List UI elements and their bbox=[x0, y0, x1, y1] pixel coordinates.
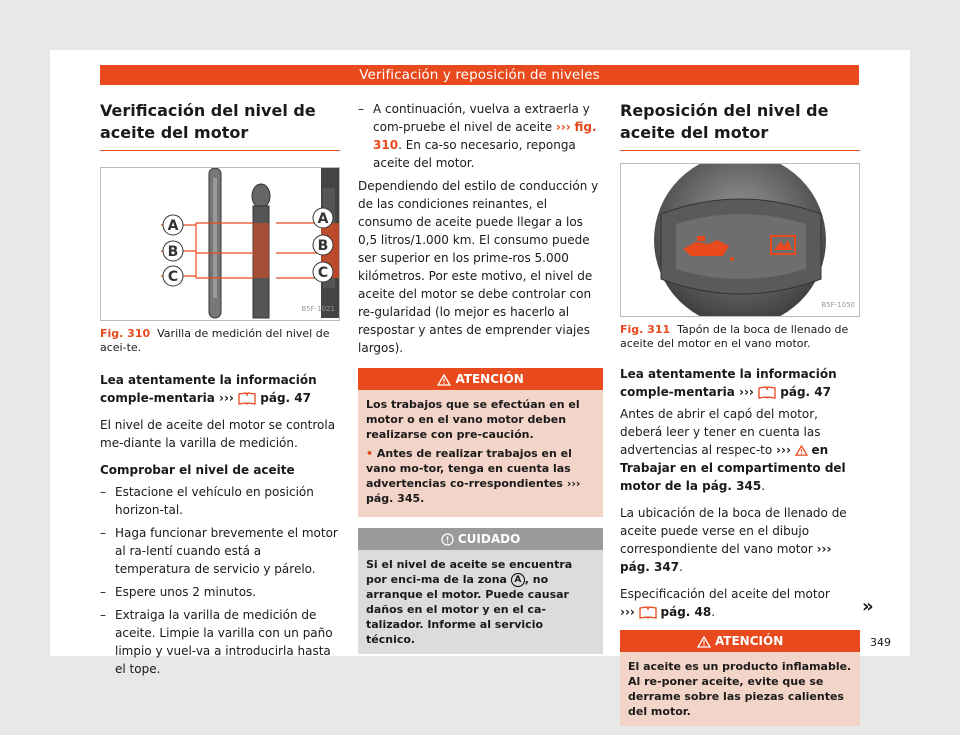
warning-body: Los trabajos que se efectúan en el motor o en el vano motor deben realizarse con pre-caución. • Antes de realizar trabajos en el vano mo-tor, tenga en cuenta las advertencias co-rrespondientes ››› pág. 345. bbox=[358, 390, 603, 517]
fig-label-b2: B bbox=[317, 238, 329, 254]
paragraph: La ubicación de la boca de llenado de aceite puede verse en el dibujo correspondiente del vano motor ››› pág. 347. bbox=[620, 506, 847, 574]
fig-label-b: B bbox=[167, 244, 179, 260]
page-link[interactable]: pág. 47 bbox=[260, 391, 311, 405]
warning-box bbox=[620, 630, 860, 726]
column-right bbox=[620, 100, 860, 735]
info-circle-icon bbox=[441, 533, 454, 546]
warning-body: El aceite es un producto inflamable. Al re-poner aceite, evite que se derrame sobre las piezas calientes del motor. bbox=[620, 652, 860, 726]
figure-310 bbox=[100, 167, 340, 321]
page-link[interactable]: pág. 47 bbox=[780, 385, 831, 399]
column-middle bbox=[358, 100, 603, 663]
paragraph: Dependiendo del estilo de conducción y de las condiciones reinantes, el consumo de aceite puede llegar a los 0,5 litros/1.000 km. El consumo puede ser superior en los prime-ros 5.000 kilómetros. Por este motivo, el nivel de aceite del motor se debe controlar con re-gularidad (lo mejor es hacerlo al respostar y antes de emprender viajes largos). bbox=[358, 179, 599, 355]
dipstick-illustration bbox=[101, 168, 339, 320]
page-number: 349 bbox=[870, 636, 891, 649]
paragraph: Especificación del aceite del motor ››› pág. 48. bbox=[620, 587, 830, 619]
figure-code: B5F-1050 bbox=[821, 301, 855, 309]
zone-marker: A bbox=[511, 573, 525, 587]
read-note: Lea atentamente la información comple-mentaria ››› pág. 47 bbox=[100, 373, 317, 405]
caution-header: CUIDADO bbox=[358, 528, 603, 550]
paragraph: Antes de abrir el capó del motor, deberá leer y tener en cuenta las advertencias al respec-to ››› en Trabajar en el compartimento del motor de la pág. 345. bbox=[620, 407, 846, 493]
warning-icon bbox=[697, 636, 711, 648]
warning-header: ATENCIÓN bbox=[358, 368, 603, 390]
section-banner: Verificación y reposición de niveles bbox=[100, 65, 859, 85]
book-icon bbox=[238, 392, 256, 405]
figure-caption: Fig. 311 Tapón de la boca de llenado de aceite del motor en el vano motor. bbox=[620, 323, 849, 350]
fig-label-c2: C bbox=[317, 265, 329, 281]
column-left bbox=[100, 100, 340, 683]
section-heading: Verificación del nivel de aceite del motor bbox=[100, 100, 340, 151]
fig-label-a2: A bbox=[317, 211, 329, 227]
caution-box bbox=[358, 528, 603, 654]
figure-link[interactable]: fig. 310 bbox=[373, 120, 597, 152]
warning-icon bbox=[437, 374, 451, 386]
warning-box bbox=[358, 368, 603, 517]
list-item: – A continuación, vuelva a extraerla y com-pruebe el nivel de aceite ››› fig. 310. En ca-so necesario, reponga aceite del motor. bbox=[358, 100, 603, 172]
page-link[interactable]: pág. 48 bbox=[660, 605, 712, 619]
continue-marker: » bbox=[862, 596, 874, 617]
figure-code: B5F-1021 bbox=[301, 305, 335, 313]
list-item: – Haga funcionar brevemente el motor al ra-lentí cuando está a temperatura de servicio y párelo. bbox=[100, 524, 340, 578]
section-heading: Reposición del nivel de aceite del motor bbox=[620, 100, 860, 151]
fig-label-c: C bbox=[167, 269, 179, 285]
figure-311 bbox=[620, 163, 860, 317]
list-item: – Espere unos 2 minutos. bbox=[100, 583, 340, 601]
section-link[interactable]: en Trabajar en el compartimento del motor de la pág. 345 bbox=[620, 443, 846, 493]
read-note: Lea atentamente la información comple-mentaria ››› pág. 47 bbox=[620, 367, 837, 399]
step-list bbox=[100, 483, 340, 678]
list-item: – Estacione el vehículo en posición horizon-tal. bbox=[100, 483, 340, 519]
warning-header: ATENCIÓN bbox=[620, 630, 860, 652]
page-link[interactable]: pág. 345 bbox=[366, 492, 421, 505]
page-link[interactable]: pág. 347 bbox=[620, 560, 680, 574]
caution-body: Si el nivel de aceite se encuentra por enci-ma de la zona A , no arranque el motor. Puede causar daños en el motor y en el ca-talizador. Informe al servicio técnico. bbox=[358, 550, 603, 654]
list-item: – Extraiga la varilla de medición de aceite. Limpie la varilla con un paño limpio y vuel-va a introducirla hasta el tope. bbox=[100, 606, 340, 678]
fig-label-a: A bbox=[167, 218, 179, 234]
figure-caption: Fig. 310 Varilla de medición del nivel de acei-te. bbox=[100, 327, 330, 354]
oil-cap-illustration bbox=[621, 164, 859, 316]
step-list-continued bbox=[358, 100, 603, 172]
paragraph: El nivel de aceite del motor se controla me-diante la varilla de medición. bbox=[100, 418, 336, 450]
book-icon bbox=[758, 386, 776, 399]
subheading: Comprobar el nivel de aceite bbox=[100, 463, 295, 477]
book-icon bbox=[639, 606, 657, 619]
warning-icon bbox=[795, 445, 808, 456]
